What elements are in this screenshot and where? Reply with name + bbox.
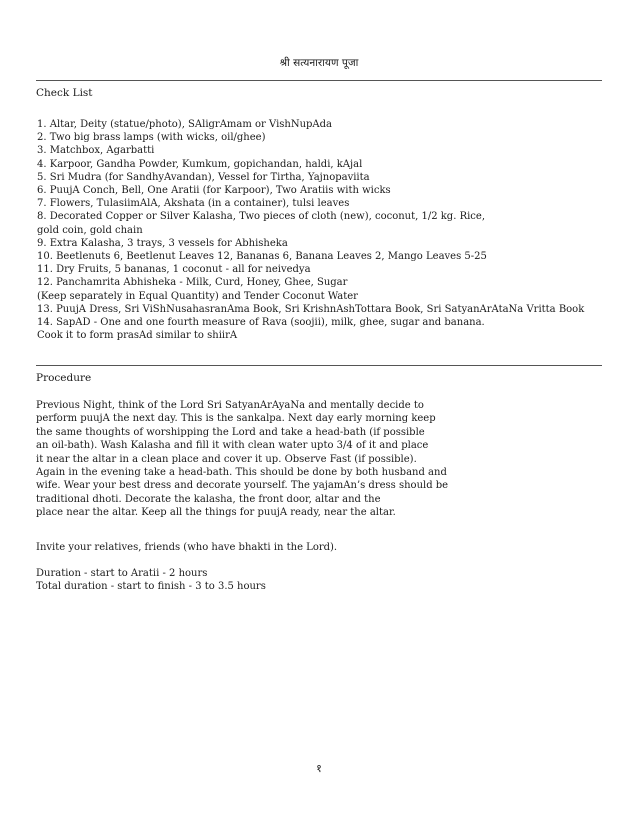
list-item-continuation: (Keep separately in Equal Quantity) and Tender Coconut Water [37, 290, 358, 302]
procedure-paragraph [36, 399, 448, 520]
checklist-heading: Check List [36, 87, 93, 99]
list-item [37, 263, 584, 276]
paragraph-line: the same thoughts of worshipping the Lord and take a head-bath (if possible [36, 426, 425, 438]
procedure-heading: Procedure [36, 372, 92, 384]
list-item [37, 197, 584, 210]
duration-line: Duration - start to Aratii - 2 hours [36, 568, 208, 579]
list-item-continuation: gold coin, gold chain [37, 224, 143, 236]
paragraph-line: it near the altar in a clean place and cover it up. Observe Fast (if possible). [36, 453, 417, 465]
checklist [37, 118, 584, 342]
list-item-text: 5. Sri Mudra (for SandhyAvandan), Vessel for Tirtha, Yajnopaviita [37, 171, 370, 183]
list-item [37, 276, 584, 302]
list-item [37, 118, 584, 131]
list-item-text: 6. PuujA Conch, Bell, One Aratii (for Karpoor), Two Aratiis with wicks [37, 185, 391, 197]
list-item [37, 158, 584, 171]
paragraph-line: wife. Wear your best dress and decorate yourself. The yajamAn’s dress should be [36, 480, 449, 492]
paragraph-line: place near the altar. Keep all the things for puujA ready, near the altar. [36, 507, 396, 519]
list-item-text: 11. Dry Fruits, 5 bananas, 1 coconut - all for neivedya [37, 264, 311, 276]
list-item [37, 184, 584, 197]
list-item-text: 1. Altar, Deity (statue/photo), SAligrAmam or VishNupAda [37, 119, 333, 130]
paragraph-line: perform puujA the next day. This is the sankalpa. Next day early morning keep [36, 413, 436, 425]
list-item [37, 316, 584, 342]
list-item [37, 131, 584, 144]
list-item-text: 8. Decorated Copper or Silver Kalasha, Two pieces of cloth (new), coconut, 1/2 kg. Rice, [37, 211, 485, 223]
list-item-text: 3. Matchbox, Agarbatti [37, 145, 155, 157]
paragraph-line: traditional dhoti. Decorate the kalasha, the front door, altar and the [36, 493, 381, 505]
list-item [37, 250, 584, 263]
total-duration-line: Total duration - start to finish - 3 to 3.5 hours [36, 581, 266, 593]
invite-line: Invite your relatives, friends (who have bhakti in the Lord). [36, 542, 338, 553]
list-item [37, 237, 584, 250]
list-item-text: 2. Two big brass lamps (with wicks, oil/ghee) [37, 132, 266, 144]
invite-paragraph [36, 541, 337, 554]
duration-paragraph [36, 567, 266, 594]
list-item-text: 4. Karpoor, Gandha Powder, Kumkum, gopichandan, haldi, kAjal [37, 158, 363, 170]
list-item [37, 171, 584, 184]
title-divider [36, 80, 602, 81]
list-item [37, 210, 584, 236]
paragraph-line: Previous Night, think of the Lord Sri SatyanArAyaNa and mentally decide to [36, 400, 424, 411]
list-item-text: 10. Beetlenuts 6, Beetlenut Leaves 12, Bananas 6, Banana Leaves 2, Mango Leaves 5-25 [37, 251, 487, 263]
list-item-text: 9. Extra Kalasha, 3 trays, 3 vessels for Abhisheka [37, 237, 288, 249]
page-title: श्री सत्यनारायण पूजा [279, 57, 359, 69]
list-item-text: 14. SapAD - One and one fourth measure of Rava (soojii), milk, ghee, sugar and banana. [37, 317, 485, 329]
list-item-text: 12. Panchamrita Abhisheka - Milk, Curd, Honey, Ghee, Sugar [37, 277, 348, 289]
list-item-text: 13. PuujA Dress, Sri ViShNusahasranAma Book, Sri KrishnAshTottara Book, Sri SatyanArAtaNa Vritta Book [37, 303, 585, 315]
list-item-text: 7. Flowers, TulasiimAlA, Akshata (in a container), tulsi leaves [37, 198, 350, 210]
list-item-continuation: Cook it to form prasAd similar to shiirA [37, 330, 238, 342]
list-item [37, 144, 584, 157]
section-divider [36, 365, 602, 366]
paragraph-line: Again in the evening take a head-bath. This should be done by both husband and [36, 467, 447, 479]
page-number: १ [316, 762, 322, 775]
paragraph-line: an oil-bath). Wash Kalasha and fill it with clean water upto 3/4 of it and place [36, 440, 429, 452]
list-item [37, 303, 584, 316]
